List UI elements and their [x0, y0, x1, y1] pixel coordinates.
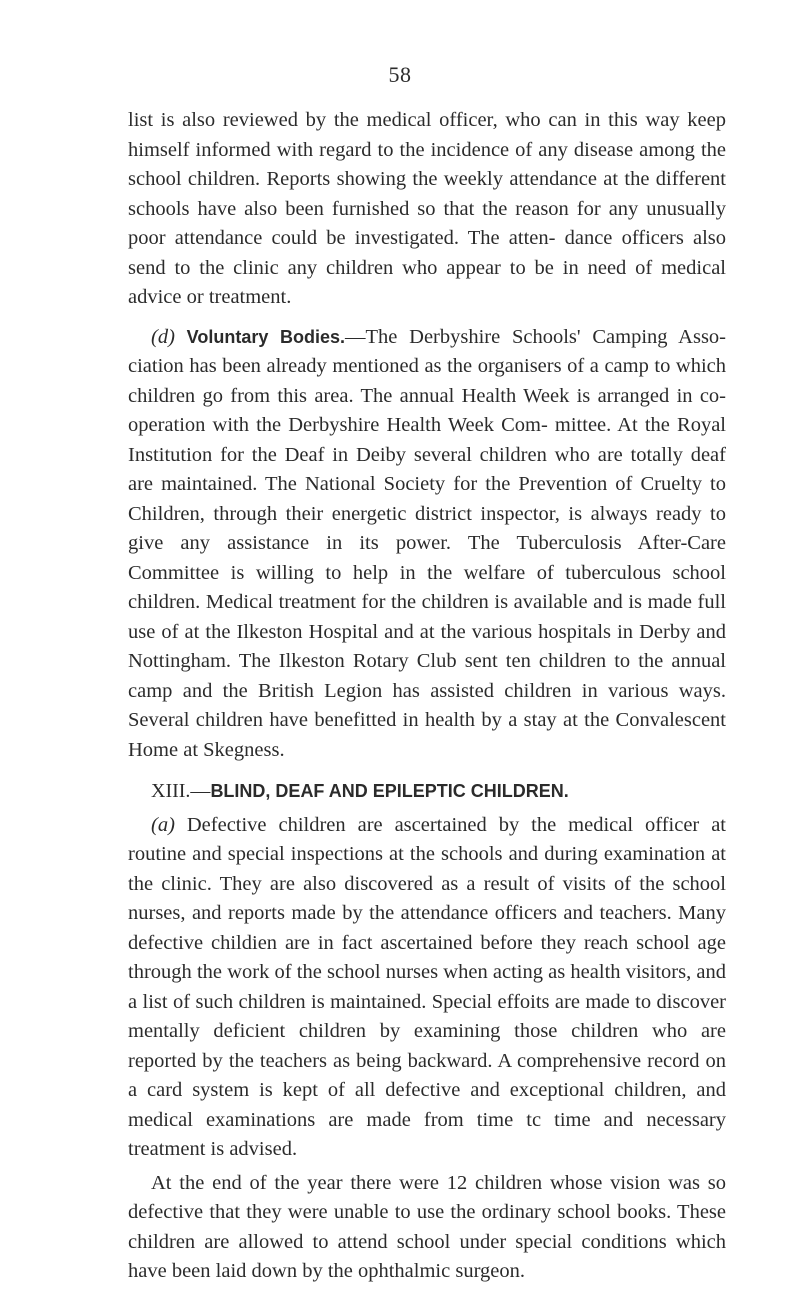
- section-number: XIII.—: [151, 780, 211, 802]
- paragraph-a-label: (a): [151, 813, 175, 836]
- document-body: [128, 106, 726, 1287]
- voluntary-title: Voluntary Bodies.: [186, 326, 346, 347]
- section-title: BLIND, DEAF AND EPILEPTIC CHILDREN.: [210, 781, 569, 801]
- voluntary-label: (d): [151, 325, 175, 348]
- paragraph-end: At the end of the year there were 12 children whose vision was so defective that they were unable to use the ordinary school books. These children are allowed to attend school under special conditions which have been laid down by the ophthalmic surgeon.: [128, 1171, 726, 1282]
- voluntary-text: —The Derbyshire Schools' Camping Asso- ciation has been already mentioned as the organisers of a camp to which children go from this area. The annual Health Week is arranged in co-operation with the Derbyshire Health Week Com- mittee. At the Royal Institution for the Deaf in Deiby several children who are totally deaf are maintained. The National Society for the Prevention of Cruelty to Children, through their energetic district inspector, is always ready to give any assistance in its power. The Tuberculosis After-Care Committee is willing to help in the welfare of tuberculous school children. Medical treatment for the children is available and is made full use of at the Ilkeston Hospital and at the various hospitals in Derby and Nottingham. The Ilkeston Rotary Club sent ten children to the annual camp and the British Legion has assisted children in various ways. Several children have benefitted in health by a stay at the Convalescent Home at Skegness.: [128, 325, 727, 761]
- section-heading: [128, 777, 726, 807]
- paragraph-a: [128, 811, 726, 1165]
- page-number: 58: [388, 62, 412, 87]
- paragraph-voluntary-bodies: [128, 323, 726, 766]
- paragraph-a-text: Defective children are ascertained by the medical officer at routine and special inspections at the schools and during examination at the clinic. They are also discovered as a result of visits of the school nurses, and reports made by the attendance officers and teachers. Many defective childien are in fact ascertained before they reach school age through the work of the school nurses when acting as health visitors, and a list of such children is maintained. Special effoits are made to discover mentally deficient children by examining those children who are reported by the teachers as being backward. A comprehensive record on a card system is kept of all defective and exceptional children, and medical examinations are made from time tc time and necessary treatment is advised.: [128, 813, 726, 1160]
- paragraph-continued: list is also reviewed by the medical officer, who can in this way keep himself informed with regard to the incidence of any disease among the school children. Reports showing the weekly attendance at the different schools have also been furnished so that the reason for any unusually poor attendance could be investigated. The atten- dance officers also send to the clinic any children who appear to be in need of medical advice or treatment.: [128, 109, 726, 308]
